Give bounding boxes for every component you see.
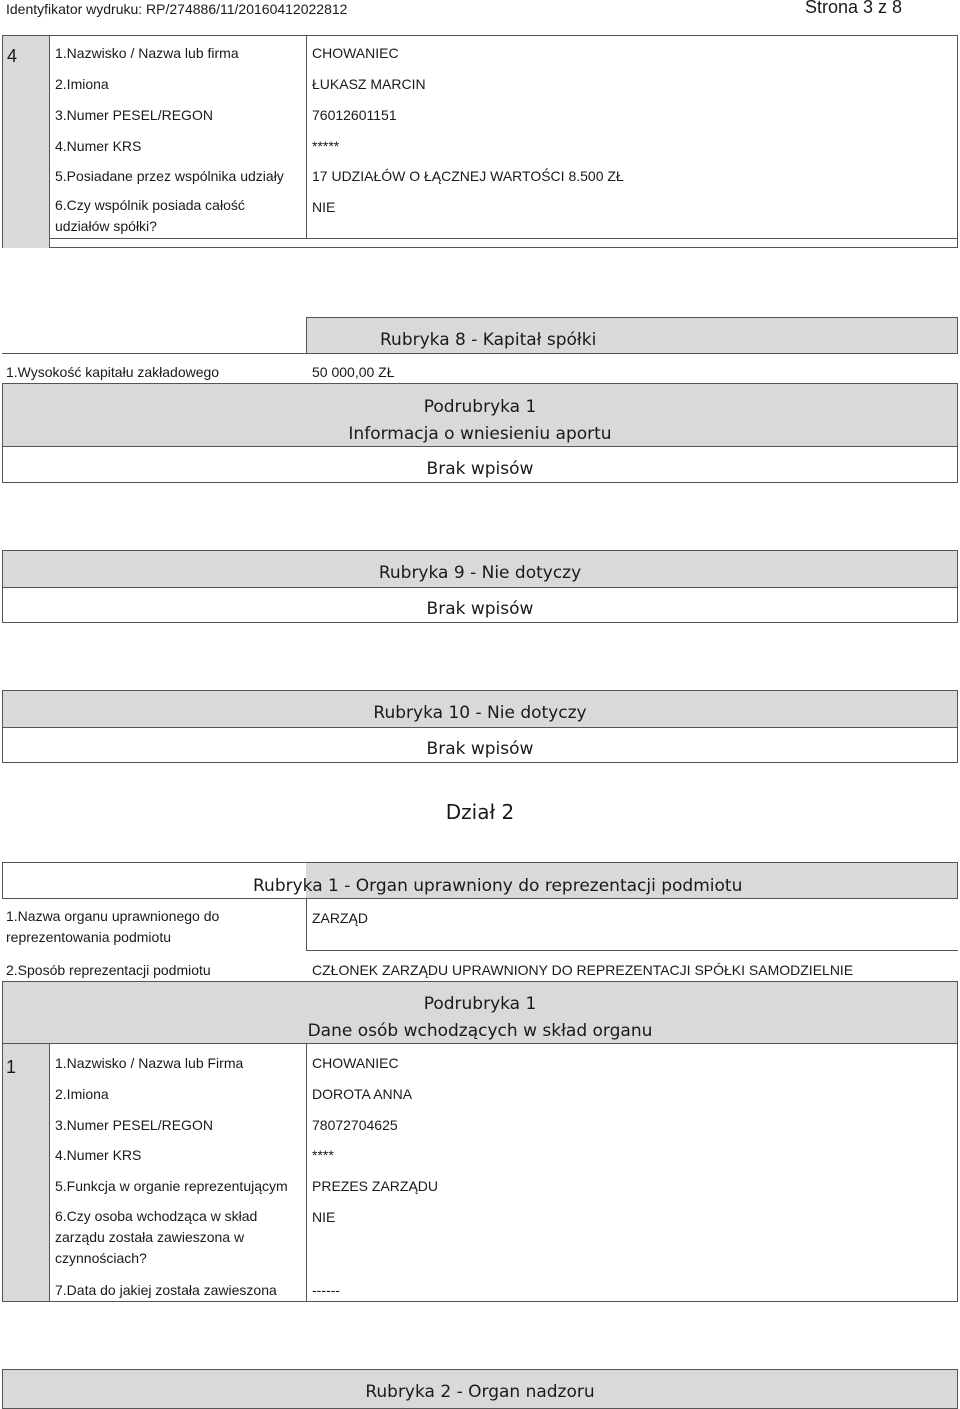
print-identifier: Identyfikator wydruku: RP/274886/11/20160412022812 <box>6 1 348 17</box>
representation-value: CZŁONEK ZARZĄDU UPRAWNIONY DO REPREZENTACJI SPÓŁKI SAMODZIELNIE <box>312 962 854 978</box>
person-value-function: PREZES ZARZĄDU <box>312 1178 439 1194</box>
rubryka-2-title: Rubryka 2 - Organ nadzoru <box>365 1382 595 1402</box>
person-label-function: 5.Funkcja w organie reprezentującym <box>55 1178 288 1194</box>
partner-value-names: ŁUKASZ MARCIN <box>312 76 426 92</box>
aport-sub-subtitle: Informacja o wniesieniu aportu <box>348 424 612 444</box>
rubryka-9-empty: Brak wpisów <box>426 599 534 619</box>
rubryka-9-title: Rubryka 9 - Nie dotyczy <box>378 563 582 583</box>
person-index-cell <box>2 1044 49 1302</box>
dzial-2-title: Dział 2 <box>445 800 515 824</box>
person-value-names: DOROTA ANNA <box>312 1086 413 1102</box>
person-value-surname: CHOWANIEC <box>312 1055 399 1071</box>
capital-label: 1.Wysokość kapitału zakładowego <box>6 364 220 380</box>
partner-label-names: 2.Imiona <box>55 76 109 92</box>
person-index: 1 <box>6 1057 17 1077</box>
capital-value: 50 000,00 ZŁ <box>312 364 395 380</box>
person-label-suspended: 6.Czy osoba wchodząca w skład zarządu została zawieszona w czynnościach? <box>55 1208 258 1266</box>
organ-members-sub-title: Podrubryka 1 <box>423 994 537 1014</box>
partner-label-pesel: 3.Numer PESEL/REGON <box>55 107 213 123</box>
person-value-pesel: 78072704625 <box>312 1117 398 1133</box>
organ-members-sub-subtitle: Dane osób wchodzących w skład organu <box>307 1021 653 1041</box>
partner-value-shares: 17 UDZIAŁÓW O ŁĄCZNEJ WARTOŚCI 8.500 ZŁ <box>312 168 624 184</box>
partner-label-all-shares: 6.Czy wspólnik posiada całość udziałów spółki? <box>55 197 245 234</box>
person-label-pesel: 3.Numer PESEL/REGON <box>55 1117 213 1133</box>
person-label-names: 2.Imiona <box>55 1086 109 1102</box>
partner-value-krs: ***** <box>312 138 340 154</box>
partner-value-surname: CHOWANIEC <box>312 45 399 61</box>
partner-label-shares: 5.Posiadane przez wspólnika udziały <box>55 168 284 184</box>
aport-sub-title: Podrubryka 1 <box>423 397 537 417</box>
representation-label: 2.Sposób reprezentacji podmiotu <box>6 962 211 978</box>
rubryka-8-title: Rubryka 8 - Kapitał spółki <box>380 330 597 350</box>
organ-value: ZARZĄD <box>312 910 368 926</box>
partner-label-krs: 4.Numer KRS <box>55 138 142 154</box>
person-label-suspension-date: 7.Data do jakiej została zawieszona <box>55 1282 277 1298</box>
person-label-surname: 1.Nazwisko / Nazwa lub Firma <box>55 1055 244 1071</box>
person-value-suspension-date: ------ <box>312 1282 340 1298</box>
aport-empty-text: Brak wpisów <box>426 459 534 479</box>
rubryka-10-title: Rubryka 10 - Nie dotyczy <box>373 703 587 723</box>
rubryka-10-empty: Brak wpisów <box>426 739 534 759</box>
partner-index: 4 <box>7 46 18 66</box>
organ-label: 1.Nazwa organu uprawnionego do reprezentowania podmiotu <box>6 908 220 945</box>
person-value-suspended: NIE <box>312 1209 336 1225</box>
rubryka-1-title: Rubryka 1 - Organ uprawniony do reprezentacji podmiotu <box>253 876 743 896</box>
partner-value-all-shares: NIE <box>312 199 336 215</box>
person-label-krs: 4.Numer KRS <box>55 1147 142 1163</box>
person-value-krs: **** <box>312 1147 334 1163</box>
partner-value-pesel: 76012601151 <box>312 107 397 123</box>
partner-label-surname: 1.Nazwisko / Nazwa lub firma <box>55 45 239 61</box>
page-number: Strona 3 z 8 <box>805 0 903 17</box>
